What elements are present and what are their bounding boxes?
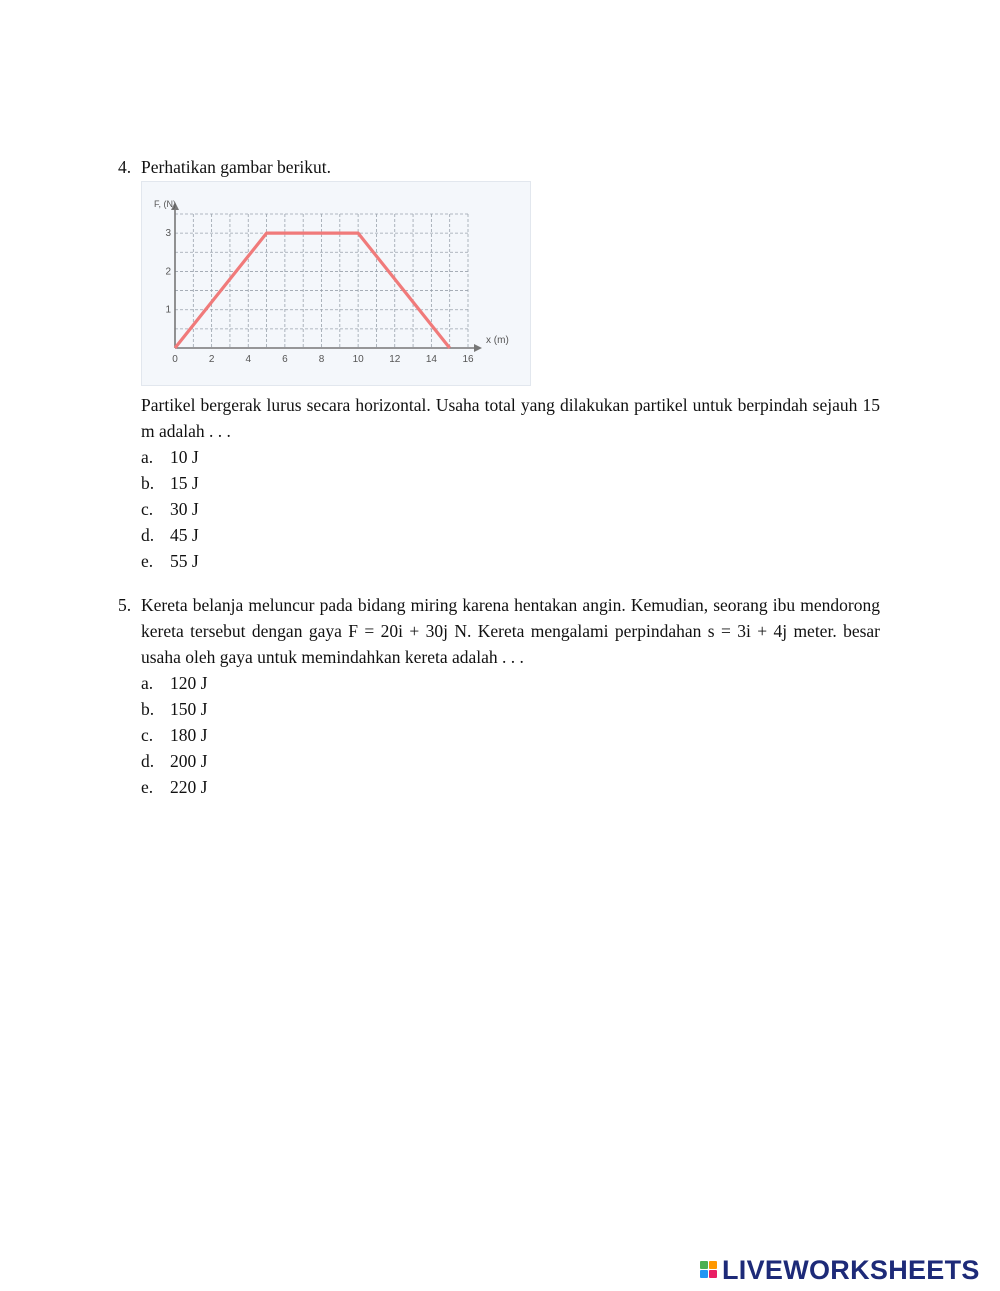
option-text: 200 J xyxy=(170,751,208,771)
question-intro: Perhatikan gambar berikut. xyxy=(141,157,332,177)
option-text: 45 J xyxy=(170,525,199,545)
x-tick-label: 4 xyxy=(245,354,252,365)
option-letter: c. xyxy=(141,725,154,745)
question-text: Partikel bergerak lurus secara horizontal. Usaha total yang dilakukan partikel untuk berpindah sejauh 15 m adalah . . . xyxy=(141,395,880,441)
chart-svg xyxy=(142,182,530,385)
x-tick-label: 16 xyxy=(462,354,474,365)
brand-name: LIVEWORKSHEETS xyxy=(722,1254,980,1285)
x-tick-label: 0 xyxy=(172,354,178,365)
option-letter: a. xyxy=(141,673,154,693)
x-tick-label: 10 xyxy=(352,354,364,365)
force-displacement-graph xyxy=(141,181,531,386)
option-b[interactable] xyxy=(141,696,880,722)
x-axis-arrow-icon xyxy=(474,344,482,352)
option-letter: e. xyxy=(141,551,154,571)
option-d[interactable] xyxy=(141,748,880,774)
option-letter: a. xyxy=(141,447,154,467)
option-a[interactable] xyxy=(141,670,880,696)
option-letter: d. xyxy=(141,751,155,771)
question-text: Kereta belanja meluncur pada bidang miring karena hentakan angin. Kemudian, seorang ibu mendorong kereta tersebut dengan gaya F = 20i + 30j N. Kereta mengalami perpindahan s = 3i + 4j meter. besar usaha oleh gaya untuk memindahkan kereta adalah . . . xyxy=(141,595,880,667)
option-a[interactable] xyxy=(141,444,880,470)
option-text: 120 J xyxy=(170,673,208,693)
option-letter: d. xyxy=(141,525,155,545)
option-letter: c. xyxy=(141,499,154,519)
option-text: 150 J xyxy=(170,699,208,719)
question-5 xyxy=(118,592,880,800)
option-c[interactable] xyxy=(141,722,880,748)
logo-cube-icon xyxy=(700,1261,718,1279)
option-e[interactable] xyxy=(141,774,880,800)
question-number: 5. xyxy=(118,595,132,615)
option-text: 15 J xyxy=(170,473,199,493)
question-4 xyxy=(118,154,880,574)
option-text: 30 J xyxy=(170,499,199,519)
x-tick-label: 2 xyxy=(208,354,215,365)
option-c[interactable] xyxy=(141,496,880,522)
option-text: 180 J xyxy=(170,725,208,745)
option-letter: b. xyxy=(141,473,155,493)
option-b[interactable] xyxy=(141,470,880,496)
y-tick-label: 3 xyxy=(165,228,171,240)
y-axis-label: F, (N) xyxy=(154,199,176,209)
y-tick-label: 1 xyxy=(165,304,171,316)
liveworksheets-logo[interactable] xyxy=(700,1253,980,1287)
option-text: 220 J xyxy=(170,777,208,797)
option-text: 10 J xyxy=(170,447,199,467)
question-number: 4. xyxy=(118,157,132,177)
option-d[interactable] xyxy=(141,522,880,548)
x-axis-label: x (m) xyxy=(486,335,509,346)
x-tick-label: 6 xyxy=(282,354,288,365)
x-tick-label: 14 xyxy=(425,354,437,365)
option-letter: e. xyxy=(141,777,154,797)
y-tick-label: 2 xyxy=(165,266,171,278)
option-text: 55 J xyxy=(170,551,199,571)
x-tick-label: 8 xyxy=(318,354,325,365)
option-e[interactable] xyxy=(141,548,880,574)
option-letter: b. xyxy=(141,699,155,719)
x-tick-label: 12 xyxy=(389,354,401,365)
